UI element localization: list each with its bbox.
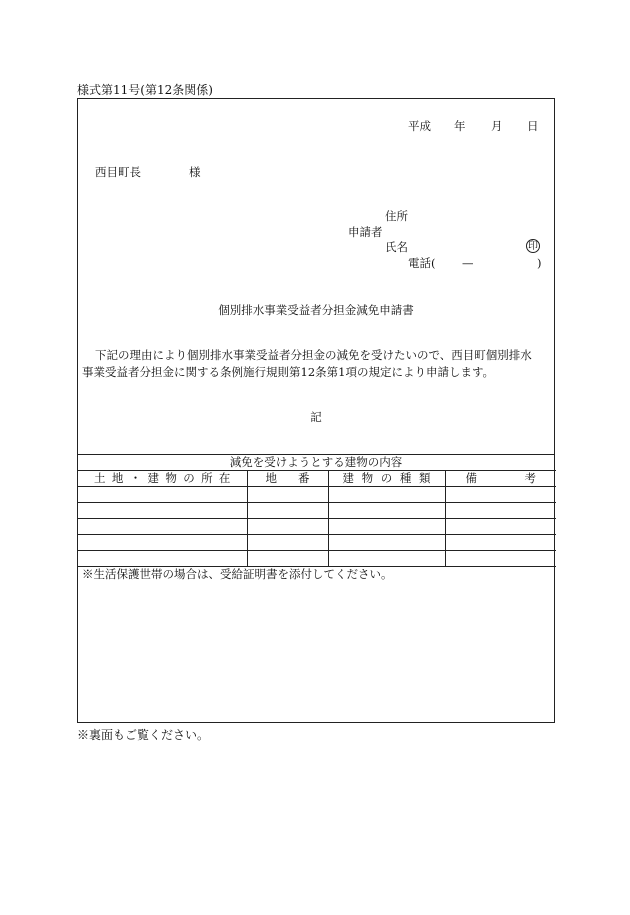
table-cell[interactable]: [328, 503, 445, 519]
header-building-type: [328, 471, 445, 487]
header-char: 備: [465, 471, 477, 485]
header-char: 種: [399, 471, 412, 485]
table-cell[interactable]: [247, 487, 328, 503]
header-char: 地: [265, 471, 277, 485]
table-cell[interactable]: [78, 487, 247, 503]
table-cell[interactable]: [328, 535, 445, 551]
phone-close: ): [537, 256, 542, 270]
header-char: 土: [94, 471, 106, 485]
header-char: 所: [201, 471, 213, 485]
table-header-row: [78, 471, 556, 487]
seal-mark: 印: [528, 241, 538, 252]
table-cell[interactable]: [445, 487, 556, 503]
header-char: 在: [218, 471, 231, 485]
phone-label: 電話(: [408, 256, 436, 270]
table-cell[interactable]: [247, 503, 328, 519]
table-cell[interactable]: [78, 503, 247, 519]
header-char: の: [380, 471, 393, 485]
application-form-frame: [77, 98, 555, 723]
table-cell[interactable]: [247, 551, 328, 567]
table-cell[interactable]: [247, 519, 328, 535]
table-cell[interactable]: [247, 535, 328, 551]
name-label: 氏名: [385, 240, 408, 254]
table-row: [78, 551, 556, 567]
table-cell[interactable]: [78, 551, 247, 567]
table-cell[interactable]: [78, 535, 247, 551]
table-cell[interactable]: [445, 503, 556, 519]
header-char: 番: [298, 471, 310, 485]
welfare-note: ※生活保護世帯の場合は、受給証明書を添付してください。: [82, 567, 393, 581]
address-label: 住所: [385, 209, 408, 223]
header-char: 地: [111, 471, 124, 485]
header-location: [78, 471, 247, 487]
form-number: 様式第11号(第12条関係): [77, 83, 213, 97]
header-char: 建: [147, 471, 160, 485]
table-cell[interactable]: [445, 551, 556, 567]
body-line-2: 事業受益者分担金に関する条例施行規則第12条第1項の規定により申請します。: [82, 365, 495, 379]
table-cell[interactable]: [328, 487, 445, 503]
back-side-note: ※裏面もご覧ください。: [77, 728, 210, 742]
table-row: [78, 487, 556, 503]
date-month: 月: [491, 119, 503, 133]
header-char: 類: [419, 471, 431, 485]
document-title: 個別排水事業受益者分担金減免申請書: [218, 303, 414, 317]
table-cell[interactable]: [328, 519, 445, 535]
table-cell[interactable]: [328, 551, 445, 567]
applicant-label: 申請者: [348, 225, 383, 239]
date-day: 日: [527, 119, 539, 133]
header-char: ・: [129, 471, 142, 485]
table-cell[interactable]: [445, 535, 556, 551]
building-table: [78, 470, 556, 567]
date-year: 年: [454, 119, 466, 133]
table-caption: 減免を受けようとする建物の内容: [229, 455, 403, 469]
table-row: [78, 519, 556, 535]
table-cell[interactable]: [445, 519, 556, 535]
ki-label: 記: [310, 410, 322, 424]
date-era: 平成: [408, 119, 431, 133]
header-char: の: [183, 471, 195, 485]
addressee-name: 西目町長: [95, 165, 141, 179]
table-cell[interactable]: [78, 519, 247, 535]
addressee-honorific: 様: [189, 165, 201, 179]
header-char: 物: [165, 471, 177, 485]
header-char: 考: [524, 471, 536, 485]
body-line-1: 下記の理由により個別排水事業受益者分担金の減免を受けたいので、西目町個別排水: [95, 348, 532, 362]
header-char: 物: [361, 471, 374, 485]
table-row: [78, 503, 556, 519]
phone-dash: —: [462, 256, 474, 270]
header-char: 建: [342, 471, 354, 485]
header-remarks: [445, 471, 556, 487]
header-lot-number: [247, 471, 328, 487]
table-row: [78, 535, 556, 551]
